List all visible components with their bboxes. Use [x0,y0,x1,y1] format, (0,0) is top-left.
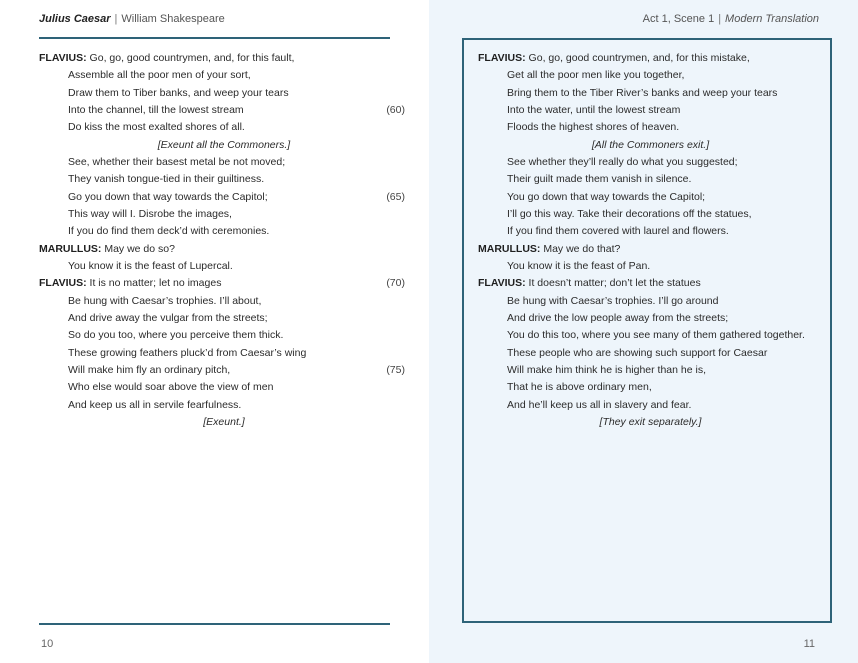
edition-label: Modern Translation [725,13,819,25]
verse-line [478,397,823,414]
line-text: It doesn’t matter; don’t let the statues [525,277,701,290]
page-number-left: 10 [41,638,54,650]
verse-line [39,189,409,206]
verse-line [39,102,409,119]
left-header [39,13,225,25]
act-scene-label: Act 1, Scene 1 [642,13,715,25]
line-text: They vanish tongue-tied in their guiltiness. [68,173,265,186]
line-text: Floods the highest shores of heaven. [507,121,680,134]
line-text: Bring them to the Tiber River’s banks and weep your tears [507,86,778,99]
verse-line [478,241,823,258]
line-text: Be hung with Caesar’s trophies. I’ll go around [507,294,719,307]
line-text: And he’ll keep us all in slavery and fear. [507,398,692,411]
line-number: (70) [386,277,405,290]
verse-line [39,206,409,223]
header-separator: | [114,13,118,25]
stage-direction-text: [Exeunt all the Commoners.] [157,138,291,151]
stage-direction [478,137,823,154]
verse-line [478,223,823,240]
line-text: Do kiss the most exalted shores of all. [68,121,245,134]
line-text: You do this too, where you see many of them gathered together. [507,329,805,342]
bottom-rule [39,623,390,625]
line-text: Get all the poor men like you together, [507,69,685,82]
line-text: Go, go, good countrymen, and, for this mistake, [525,52,750,64]
line-text: And drive the low people away from the streets; [507,311,729,324]
stage-direction-text: [They exit separately.] [599,415,702,428]
stage-direction [39,137,409,154]
line-text: If you do find them deck’d with ceremonies. [68,225,270,238]
line-text: Go you down that way towards the Capitol; [68,190,268,203]
line-text: So do you too, where you perceive them thick. [68,329,284,342]
verse-line [478,206,823,223]
verse-line [478,50,823,67]
top-rule [39,37,390,39]
line-text: And drive away the vulgar from the streets; [68,311,268,324]
page-number-right: 11 [803,638,815,650]
header-separator: | [718,13,722,25]
line-number: (60) [386,103,405,116]
verse-line [478,119,823,136]
line-text: Will make him think he is higher than he is, [507,363,707,376]
verse-line [478,275,823,292]
verse-line [478,171,823,188]
stage-direction-text: [Exeunt.] [203,415,245,428]
stage-direction [478,414,823,431]
line-text: You know it is the feast of Pan. [507,259,651,272]
line-text: May we do that? [540,242,621,255]
speaker-name: FLAVIUS: [478,277,526,290]
line-text: And keep us all in servile fearfulness. [68,398,242,411]
line-text: See, whether their basest metal be not moved; [68,155,286,168]
line-text: These growing feathers pluck’d from Caesar’s wing [68,346,307,359]
verse-line [478,85,823,102]
line-text: Will make him fly an ordinary pitch, [68,363,231,376]
verse-line [39,171,409,188]
verse-line [39,327,409,344]
line-text: This way will I. Disrobe the images, [68,207,232,220]
verse-line [39,379,409,396]
verse-line [39,310,409,327]
line-text: Assemble all the poor men of your sort, [68,69,251,82]
verse-line [478,345,823,362]
line-text: These people who are showing such support for Caesar [507,346,768,359]
line-text: Their guilt made them vanish in silence. [507,173,692,186]
verse-line [39,293,409,310]
verse-line [39,154,409,171]
line-text: Into the channel, till the lowest stream [68,103,244,116]
line-text: That he is above ordinary men, [507,381,652,394]
line-text: Draw them to Tiber banks, and weep your tears [68,86,289,99]
line-text: You know it is the feast of Lupercal. [68,259,233,272]
verse-line [39,258,409,275]
verse-line [39,50,409,67]
line-text: If you find them covered with laurel and flowers. [507,225,729,238]
verse-line [478,310,823,327]
original-text [39,50,409,431]
play-title: Julius Caesar [39,13,111,25]
verse-line [478,258,823,275]
speaker-name: MARULLUS: [478,242,541,255]
verse-line [39,85,409,102]
verse-line [478,102,823,119]
verse-line [39,362,409,379]
line-text: You go down that way towards the Capitol; [507,190,706,203]
verse-line [478,379,823,396]
verse-line [39,345,409,362]
line-text: Go, go, good countrymen, and, for this fault, [86,52,295,64]
line-text: See whether they’ll really do what you suggested; [507,155,738,168]
speaker-name: MARULLUS: [39,242,102,255]
right-header [643,13,819,25]
line-text: It is no matter; let no images [86,277,222,290]
verse-line [39,67,409,84]
line-number: (65) [386,190,405,203]
verse-line [39,241,409,258]
speaker-name: FLAVIUS: [39,277,87,290]
verse-line [39,119,409,136]
line-text: Be hung with Caesar’s trophies. I’ll about, [68,294,262,307]
verse-line [478,293,823,310]
speaker-name: FLAVIUS: [478,52,526,64]
verse-line [478,189,823,206]
verse-line [39,275,409,292]
verse-line [478,67,823,84]
verse-line [478,327,823,344]
verse-line [478,362,823,379]
line-text: May we do so? [101,242,175,255]
author-name: William Shakespeare [121,13,225,25]
line-text: Who else would soar above the view of men [68,381,274,394]
speaker-name: FLAVIUS: [39,52,87,64]
verse-line [39,397,409,414]
line-text: Into the water, until the lowest stream [507,103,681,116]
verse-line [39,223,409,240]
stage-direction-text: [All the Commoners exit.] [591,138,710,151]
verse-line [478,154,823,171]
line-number: (75) [386,363,405,376]
modern-text [478,50,823,431]
stage-direction [39,414,409,431]
line-text: I’ll go this way. Take their decorations off the statues, [507,207,752,220]
